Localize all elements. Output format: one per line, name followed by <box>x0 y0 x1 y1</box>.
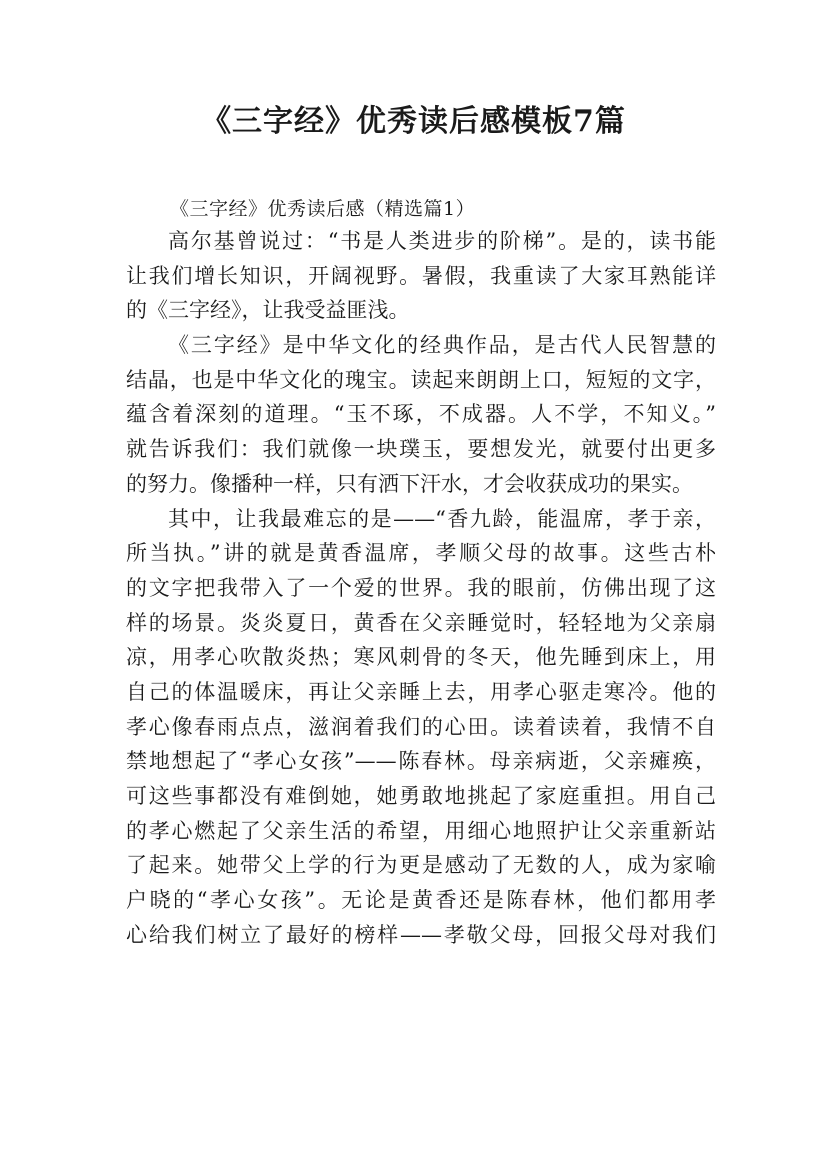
text-line: 《三字经》是中华文化的经典作品，是古代人民智慧的 <box>168 333 716 358</box>
text-line: 自己的体温暖床，再让父亲睡上去，用孝心驱走寒冷。他的 <box>126 679 716 704</box>
text-line: 其中，让我最难忘的是——“香九龄，能温席，孝于亲， <box>168 506 716 531</box>
document-title: 《三字经》优秀读后感模板7篇 <box>201 104 626 139</box>
text-line: 样的场景。炎炎夏日，黄香在父亲睡觉时，轻轻地为父亲扇 <box>126 610 716 635</box>
text-line: 所当执。”讲的就是黄香温席，孝顺父母的故事。这些古朴 <box>126 541 716 566</box>
text-line: 凉，用孝心吹散炎热；寒风刺骨的冬天，他先睡到床上，用 <box>126 645 716 670</box>
text-line: 孝心像春雨点点，滋润着我们的心田。读着读着，我情不自 <box>126 714 716 739</box>
text-line: 的《三字经》，让我受益匪浅。 <box>126 298 410 323</box>
text-line: 就告诉我们：我们就像一块璞玉，要想发光，就要付出更多 <box>126 437 716 462</box>
text-line: 禁地想起了“孝心女孩”——陈春林。母亲病逝，父亲瘫痪， <box>126 749 716 774</box>
text-line: 的努力。像播种一样，只有洒下汗水，才会收获成功的果实。 <box>126 471 693 496</box>
text-line: 让我们增长知识，开阔视野。暑假，我重读了大家耳熟能详 <box>126 263 716 288</box>
text-line: 高尔基曾说过：“书是人类进步的阶梯”。是的，读书能 <box>168 229 716 253</box>
text-line: 蕴含着深刻的道理。“玉不琢，不成器。人不学，不知义。” <box>126 402 716 427</box>
section-subtitle: 《三字经》优秀读后感（精选篇1） <box>170 198 476 220</box>
text-line: 心给我们树立了最好的榜样——孝敬父母，回报父母对我们 <box>126 922 716 947</box>
text-line: 了起来。她带父上学的行为更是感动了无数的人，成为家喻 <box>126 853 716 878</box>
text-line: 的孝心燃起了父亲生活的希望，用细心地照护让父亲重新站 <box>126 818 716 843</box>
text-line: 结晶，也是中华文化的瑰宝。读起来朗朗上口，短短的文字， <box>126 367 716 392</box>
text-line: 可这些事都没有难倒她，她勇敢地挑起了家庭重担。用自己 <box>126 784 716 808</box>
text-line: 户晓的“孝心女孩”。无论是黄香还是陈春林，他们都用孝 <box>126 888 716 913</box>
body-text <box>126 224 716 952</box>
text-line: 的文字把我带入了一个爱的世界。我的眼前，仿佛出现了这 <box>126 575 716 600</box>
